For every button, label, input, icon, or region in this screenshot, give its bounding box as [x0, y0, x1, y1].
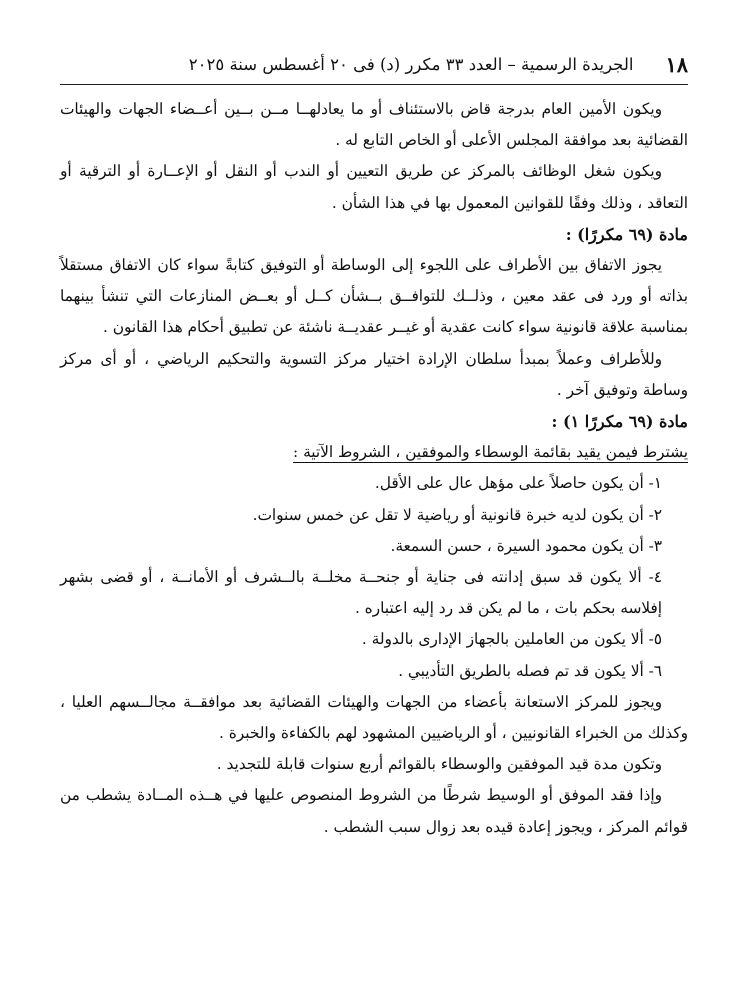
condition-item-5: ٥- ألا يكون من العاملين بالجهاز الإدارى بالدولة .: [361, 630, 662, 649]
condition-item-1: ١- أن يكون حاصلاً على مؤهل عال على الأقل.: [374, 474, 662, 493]
article-heading-69-bis: مادة (٦٩ مكررًا) :: [565, 224, 688, 244]
condition-item-3: ٣- أن يكون محمود السيرة ، حسن السمعة.: [390, 536, 662, 555]
condition-item-6: ٦- ألا يكون قد تم فصله بالطريق التأديبي .: [398, 661, 662, 680]
paragraph-removal: وإذا فقد الموفق أو الوسيط شرطًا من الشروط المنصوص عليها في هــذه المــادة يشطب من قوائم المركز ، ويجوز إعادة قيده بعد زوال سبب الشطب .: [60, 786, 688, 836]
paragraph-secretary-general: ويكون الأمين العام بدرجة قاض بالاستئناف أو ما يعادلهــا مــن بــين أعــضاء الجهات والهيئات القضائية بعد موافقة المجلس الأعلى أو الخاص التابع له .: [60, 100, 688, 150]
paragraph-assistance: ويجوز للمركز الاستعانة بأعضاء من الجهات والهيئات القضائية بعد موافقــة مجالــسهم العليا ، وكذلك من الخبراء القانونيين ، أو الرياضيين المشهود لهم بالكفاءة والخبرة .: [60, 692, 688, 743]
conditions-intro: [60, 437, 688, 468]
page-number: ١٨: [665, 51, 688, 77]
conditions-intro-text: يشترط فيمن يقيد بقائمة الوسطاء والموفقين ، الشروط الآتية :: [293, 443, 688, 462]
paragraph-choice-of-center: وللأطراف وعملاً بمبدأ سلطان الإرادة اختيار مركز التسوية والتحكيم الرياضي ، أو أى مركز وساطة وتوفيق آخر .: [60, 349, 688, 399]
paragraph-registration-term: وتكون مدة قيد الموفقين والوسطاء بالقوائم أربع سنوات قابلة للتجديد .: [216, 755, 662, 774]
page-body: [60, 94, 688, 843]
condition-item-2: ٢- أن يكون لديه خبرة قانونية أو رياضية لا تقل عن خمس سنوات.: [252, 505, 662, 524]
article-heading-69-bis-1: مادة (٦٩ مكررًا ١) :: [551, 412, 688, 432]
condition-item-4: ٤- ألا يكون قد سبق إدانته فى جناية أو جنحــة مخلــة بالــشرف أو الأمانــة ، أو قضى بشهر إفلاسه بحكم بات ، ما لم يكن قد رد إليه اعتباره .: [60, 568, 662, 618]
paragraph-mediation-agreement: يجوز الاتفاق بين الأطراف على اللجوء إلى الوساطة أو التوفيق كتابةً سواء كان الاتفاق مستقلاً بذاته أو ورد فى عقد معين ، وذلــك للتوافــق بــشأن كــل أو بعــض المنازعات التي تنشأ بينهما بمناسبة علاقة قانونية سواء كانت عقدية أو غيــر عقديــة ناشئة عن تطبيق أحكام هذا القانون .: [60, 256, 688, 337]
gazette-title: الجريدة الرسمية – العدد ٣٣ مكرر (د) فى ٢٠ أغسطس سنة ٢٠٢٥: [188, 54, 634, 74]
paragraph-staffing: ويكون شغل الوظائف بالمركز عن طريق التعيين أو الندب أو النقل أو الإعــارة أو الترقية أو التعاقد ، وذلك وفقًا للقوانين المعمول بها في هذا الشأن .: [60, 162, 688, 212]
page-header: [60, 44, 688, 85]
